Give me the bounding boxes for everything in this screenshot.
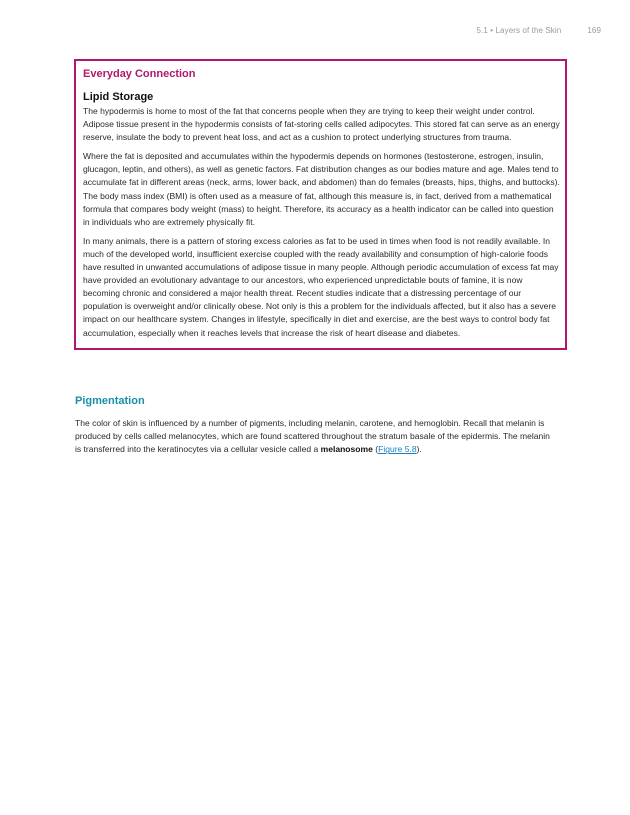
paragraph-text: ).	[416, 444, 422, 455]
section-heading: Pigmentation	[75, 395, 145, 407]
everyday-connection-callout	[74, 59, 567, 350]
callout-label: Everyday Connection	[83, 68, 196, 80]
paragraph-text: The color of skin is influenced by a number of pigments, including melanin, carotene, and hemoglobin. Recall that melanin is produced by cells called melanocytes, which are found scattered throughout the stratum basale of the epidermis. The melanin is transferred into the keratinocytes via a cellular vesicle called a	[75, 418, 550, 455]
running-header	[477, 26, 601, 35]
callout-paragraph: Where the fat is deposited and accumulates within the hypodermis depends on hormones (testosterone, estrogen, insulin, glucagon, leptin, and others), as well as genetic factors. Fat distribution changes as our bodies mature and age. Males tend to accumulate fat in different areas (neck, arms, lower back, and abdomen) than do females (breasts, hips, thighs, and buttocks). The body mass index (BMI) is often used as a measure of fat, although this measure is, in fact, derived from a mathematical formula that compares body weight (mass) to height. Therefore, its accuracy as a health indicator can be called into question in individuals who are extremely physically fit.	[83, 151, 560, 227]
figure-link[interactable]: Figure 5.8	[378, 444, 417, 455]
key-term-melanosome: melanosome	[320, 444, 373, 455]
callout-paragraph: In many animals, there is a pattern of storing excess calories as fat to be used in times when food is not readily available. In much of the developed world, insufficient exercise coupled with the ready availability and consumption of high-calorie foods have resulted in unwanted accumulations of adipose tissue in many people. Although periodic accumulation of excess fat may have provided an evolutionary advantage to our ancestors, who experienced unpredictable bouts of famine, it is now becoming chronic and considered a major health threat. Recent studies indicate that a distressing percentage of our population is overweight and/or clinically obese. Not only is this a problem for the individuals affected, but it also has a severe impact on our healthcare system. Changes in lifestyle, specifically in diet and exercise, are the best ways to control body fat accumulation, especially when it reaches levels that increase the risk of heart disease and diabetes.	[83, 235, 559, 338]
header-section-title: 5.1 • Layers of the Skin	[476, 26, 562, 35]
callout-title: Lipid Storage	[83, 91, 154, 103]
pigmentation-section	[75, 394, 555, 462]
pigmentation-paragraph	[75, 417, 555, 456]
page-number: 169	[587, 26, 601, 35]
paragraph-text: (	[372, 444, 379, 455]
callout-paragraph: The hypodermis is home to most of the fat that concerns people when they are trying to keep their weight under control. Adipose tissue present in the hypodermis consists of fat-storing cells called adipocytes. This stored fat can serve as an energy reserve, insulate the body to prevent heat loss, and act as a cushion to protect underlying structures from trauma.	[83, 106, 560, 143]
